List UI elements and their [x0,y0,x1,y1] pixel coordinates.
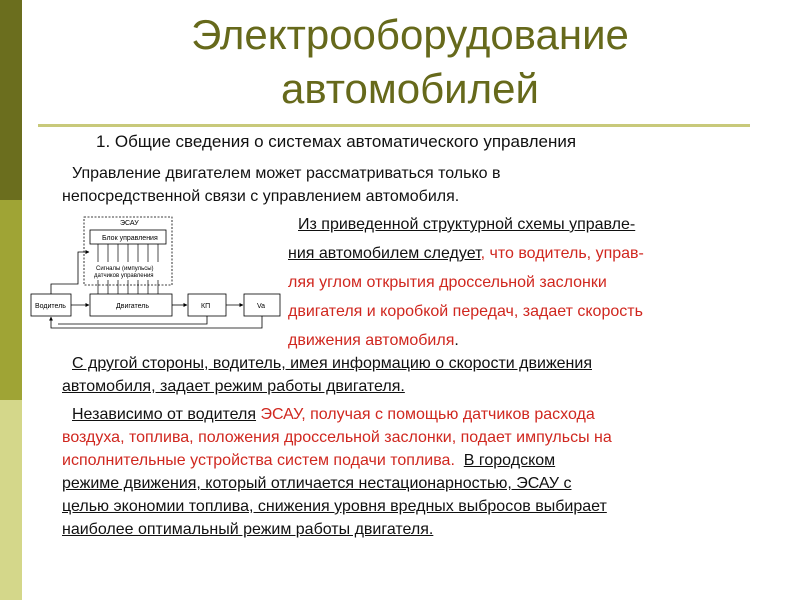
para4-a-under: Независимо от водителя [72,406,257,423]
title-line-1: Электрооборудование [191,11,629,58]
para4-f-under: наиболее оптимальный режим работы двигателя. [62,521,434,538]
gearbox-label: КП [201,303,211,310]
para2-line3: ляя углом открытия дроссельной заслонки [288,274,607,291]
speed-label: Va [257,303,266,310]
para1-line2: непосредственной связи с управлением автомобиля. [62,188,460,205]
signal-arrows-down [98,244,158,262]
paragraph-2 [288,210,768,355]
paragraph-3 [62,352,772,398]
section-subtitle: 1. Общие сведения о системах автоматического управления [96,132,577,151]
left-bar-light [0,400,22,600]
left-bar-mid [0,200,22,400]
engine-label: Двигатель [116,303,150,310]
control-block-label: Блок управления [102,235,158,242]
para3-line2: автомобиля, задает режим работы двигателя. [62,378,405,395]
para2-line5-red: движения автомобиля [288,332,455,349]
left-bar-dark [0,0,22,200]
para2-line5-end: . [454,332,459,349]
para4-a-red: ЭСАУ, получая с помощью датчиков расхода [256,406,595,423]
slide-title [40,8,780,116]
para1-line1: Управление двигателем может рассматриваться только в [72,165,501,182]
para2-line1: Из приведенной структурной схемы управле- [298,216,636,233]
title-line-2: автомобилей [281,65,539,112]
esau-label: ЭСАУ [120,220,139,227]
signals-label-1: Сигналы (импульсы) [96,266,154,272]
title-divider [38,124,750,127]
para4-d-under: режиме движения, который отличается нестационарностью, ЭСАУ с [62,475,572,492]
para4-c-red: исполнительные устройства систем подачи топлива. [62,452,455,469]
signal-arrows-up [98,280,158,294]
signals-label-2: датчиков управления [94,273,154,279]
para3-line1: С другой стороны, водитель, имея информацию о скорости движения [72,355,592,372]
para2-line4: двигателя и коробкой передач, задает скорость [288,303,643,320]
control-structure-diagram [28,212,284,334]
para2-line2-red: , что водитель, управ- [480,245,644,262]
para4-b-red: воздуха, топлива, положения дроссельной заслонки, подает импульсы на [62,429,612,446]
driver-label: Водитель [35,303,66,310]
para4-e-under: целью экономии топлива, снижения уровня вредных выбросов выбирает [62,498,607,515]
paragraph-4 [62,403,782,541]
para2-line2-under: ния автомобилем следует [288,245,481,262]
left-decor-bar [0,0,22,600]
paragraph-1 [62,162,762,208]
para4-c-under: В городском [463,452,556,469]
flow-arrows [51,252,262,328]
